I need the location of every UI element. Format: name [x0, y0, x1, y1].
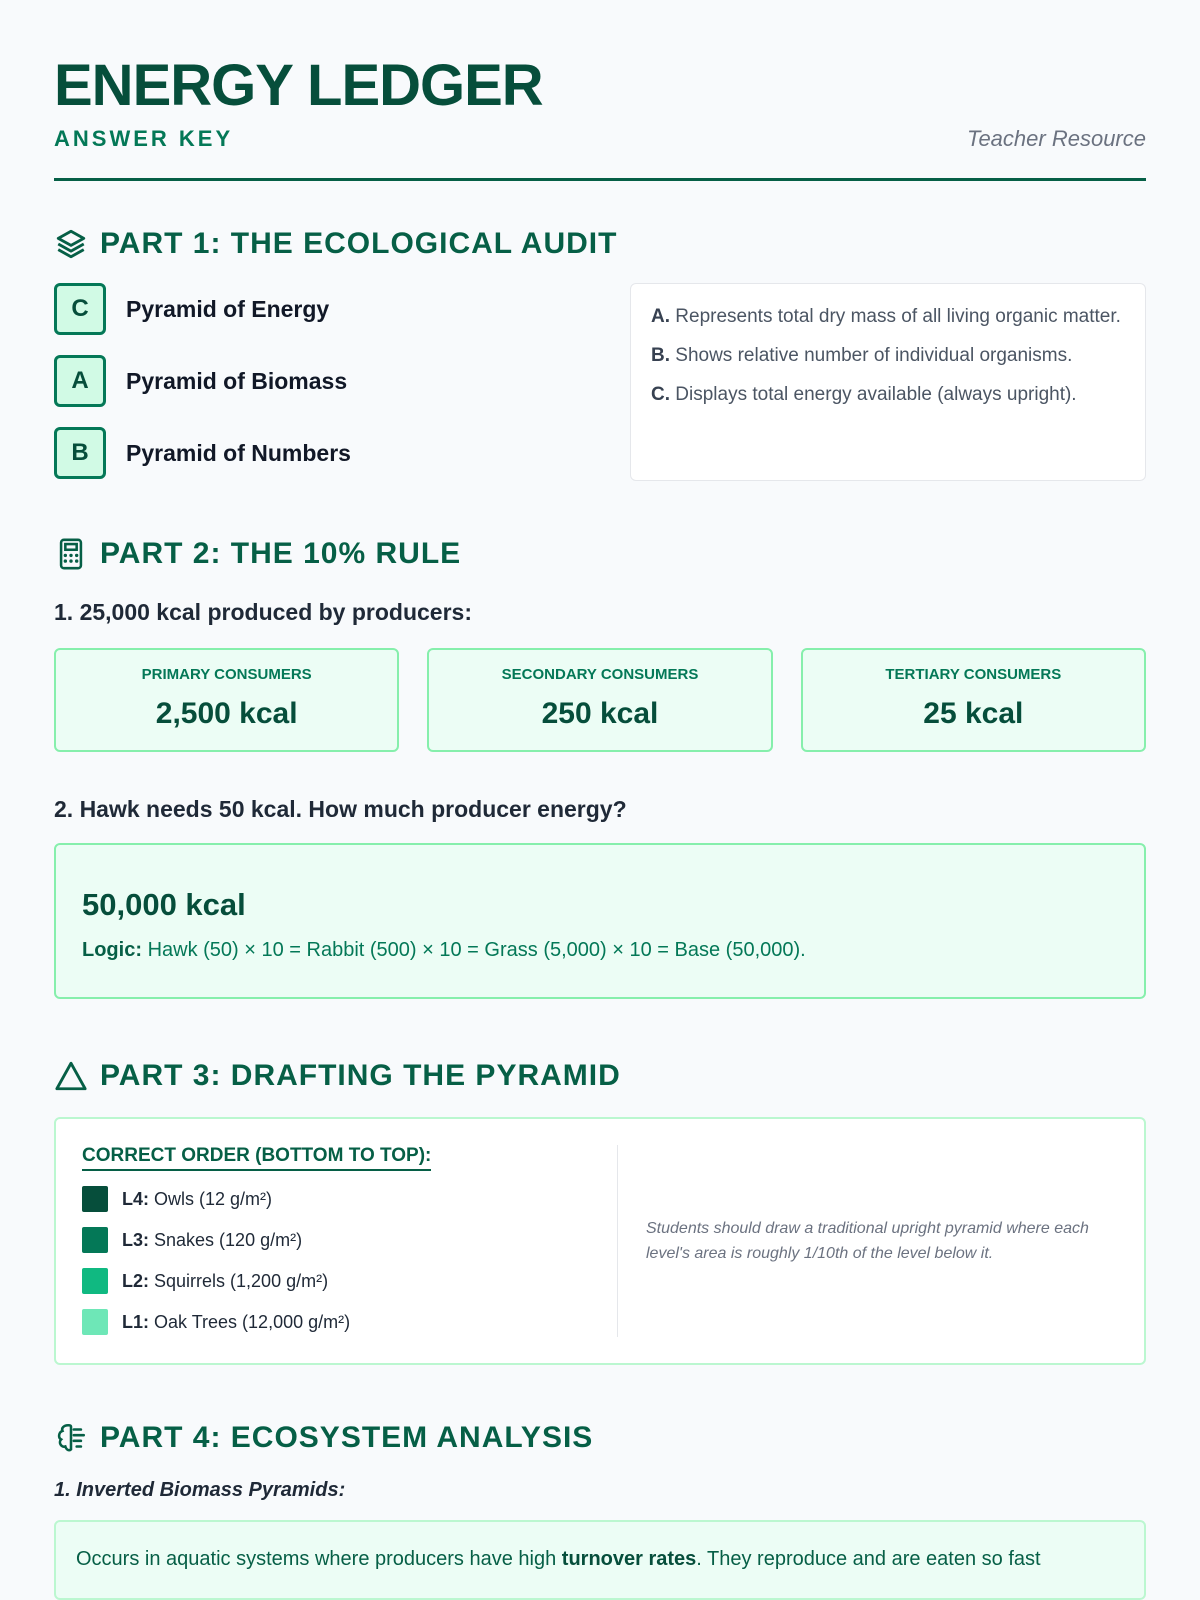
level-item: L4: Owls (12 g/m²) — [82, 1186, 617, 1212]
answer-card: Occurs in aquatic systems where producers have high turnover rates. They reproduce and are eaten so fast — [54, 1520, 1146, 1600]
page-title: ENERGY LEDGER — [54, 53, 543, 118]
heading-text: PART 2: THE 10% RULE — [100, 537, 462, 570]
definition: A. Represents total dry mass of all living organic matter. — [651, 306, 1121, 327]
drawing-note: Students should draw a traditional upright pyramid where each level's area is roughly 1/10th of the level below it. — [646, 1220, 1089, 1262]
part1-heading — [54, 227, 1146, 261]
question-2: 2. Hawk needs 50 kcal. How much producer energy? — [54, 796, 627, 822]
question-inverted: 1. Inverted Biomass Pyramids: — [54, 1479, 346, 1501]
match-item — [54, 355, 351, 407]
layers-icon — [54, 227, 88, 261]
match-label: Pyramid of Energy — [126, 295, 330, 322]
pyramid-card — [54, 1117, 1146, 1365]
match-item — [54, 283, 351, 335]
order-title: CORRECT ORDER (BOTTOM TO TOP): — [82, 1145, 431, 1171]
result-card: SECONDARY CONSUMERS 250 kcal — [427, 648, 772, 752]
calculator-icon — [54, 537, 88, 571]
definitions-card — [630, 283, 1146, 481]
definition: B. Shows relative number of individual organisms. — [651, 345, 1073, 366]
match-list — [54, 283, 351, 481]
question-1: 1. 25,000 kcal produced by producers: — [54, 599, 472, 625]
part4-heading — [54, 1421, 1146, 1455]
resource-tag: Teacher Resource — [967, 126, 1146, 151]
match-item — [54, 427, 351, 479]
part2-heading — [54, 537, 1146, 571]
result-card: TERTIARY CONSUMERS 25 kcal — [801, 648, 1146, 752]
result-card: PRIMARY CONSUMERS 2,500 kcal — [54, 648, 399, 752]
level-item: L1: Oak Trees (12,000 g/m²) — [82, 1309, 617, 1335]
heading-text: PART 1: THE ECOLOGICAL AUDIT — [100, 227, 618, 260]
triangle-icon — [54, 1059, 88, 1093]
part3-heading — [54, 1059, 1146, 1093]
answer-badge: B — [54, 427, 106, 479]
level-item: L3: Snakes (120 g/m²) — [82, 1227, 617, 1253]
definition: C. Displays total energy available (always upright). — [651, 384, 1077, 405]
answer-card: 50,000 kcal Logic: Hawk (50) × 10 = Rabbit (500) × 10 = Grass (5,000) × 10 = Base (50,000). — [54, 843, 1146, 999]
subtitle: ANSWER KEY — [54, 126, 234, 151]
brain-icon — [54, 1421, 88, 1455]
answer-badge: C — [54, 283, 106, 335]
level-item: L2: Squirrels (1,200 g/m²) — [82, 1268, 617, 1294]
answer-badge: A — [54, 355, 106, 407]
heading-text: PART 4: ECOSYSTEM ANALYSIS — [100, 1421, 594, 1454]
match-label: Pyramid of Biomass — [126, 367, 348, 394]
heading-text: PART 3: DRAFTING THE PYRAMID — [100, 1059, 621, 1092]
match-label: Pyramid of Numbers — [126, 439, 351, 466]
